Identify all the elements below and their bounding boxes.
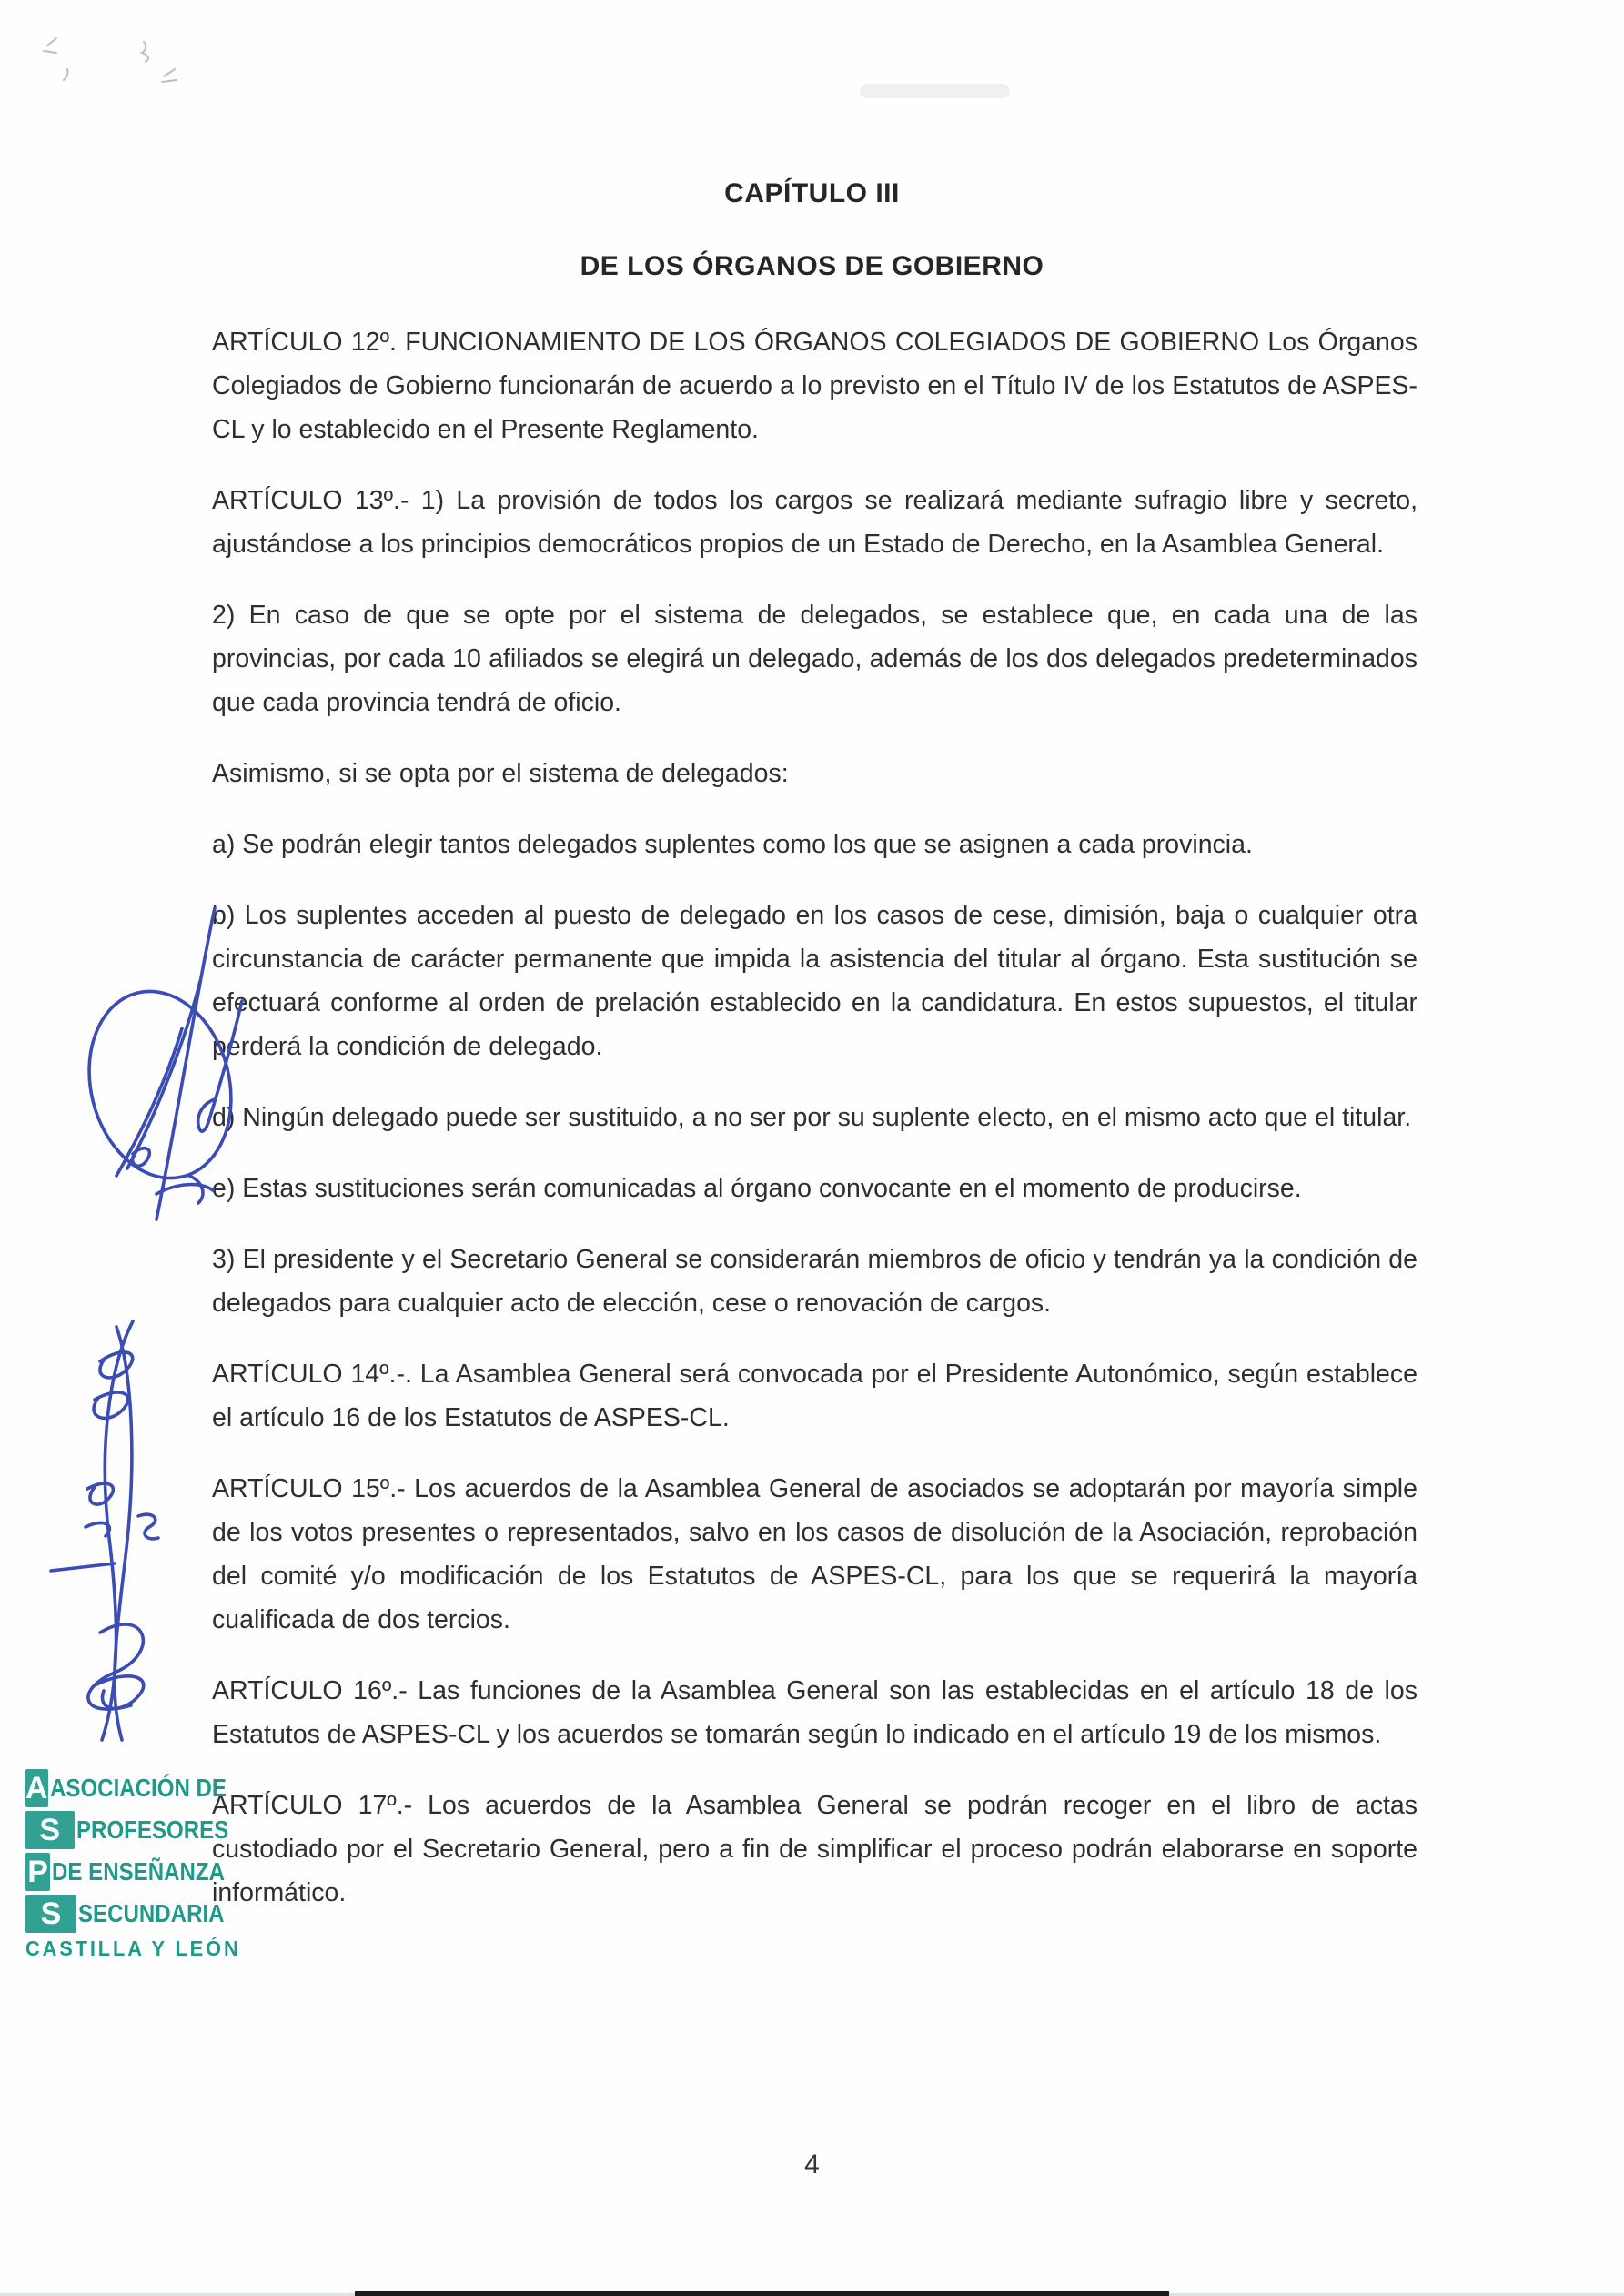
document-paragraph: Asimismo, si se opta por el sistema de delegados:: [212, 759, 789, 788]
document-paragraph: ARTÍCULO 15º.- Los acuerdos de la Asamblea General de asociados se adoptarán por mayoría simple de los votos presentes o representados, salvo en los casos de disolución de la Asociación, reprobación del comité y/o modificación de los Estatutos de ASPES-CL, para los que se requerirá la mayoría cualificada de dos tercios.: [212, 1474, 1417, 1634]
stamp-org-line-3: DE ENSEÑANZA: [52, 1857, 226, 1886]
stamp-org-line-1: ASOCIACIÓN DE: [49, 1774, 227, 1802]
scan-smudge: [860, 84, 1010, 98]
stamp-org-line-4: SECUNDARIA: [78, 1899, 225, 1927]
handwritten-signature-bottom: [44, 1309, 189, 1745]
stamp-logo-block-1: A: [25, 1769, 48, 1807]
document-paragraph: e) Estas sustituciones serán comunicadas al órgano convocante en el momento de producirse.: [212, 1174, 1302, 1203]
page-number: 4: [804, 2149, 820, 2180]
document-paragraph: ARTÍCULO 17º.- Los acuerdos de la Asamblea General se podrán recoger en el libro de actas custodiado por el Secretario General, pero a fin de simplificar el proceso podrán elaborarse en soporte informático.: [212, 1791, 1417, 1907]
document-paragraph: ARTÍCULO 13º.- 1) La provisión de todos los cargos se realizará mediante sufragio libre y secreto, ajustándose a los principios democráticos propios de un Estado de Derecho, en la Asamblea General.: [212, 486, 1417, 559]
document-paragraph: 2) En caso de que se opte por el sistema de delegados, se establece que, en cada una de las provincias, por cada 10 afiliados se elegirá un delegado, además de los dos delegados predeterminados que cada provincia tendrá de oficio.: [212, 601, 1417, 717]
stamp-region-line: CASTILLA Y LEÓN: [25, 1937, 241, 1960]
document-paragraph: a) Se podrán elegir tantos delegados suplentes como los que se asignen a cada provincia.: [212, 830, 1253, 859]
document-paragraph: ARTÍCULO 14º.-. La Asamblea General será convocada por el Presidente Autonómico, según establece el artículo 16 de los Estatutos de ASPES-CL.: [212, 1360, 1417, 1432]
scan-edge-dark: [355, 2291, 1169, 2296]
chapter-subtitle: DE LOS ÓRGANOS DE GOBIERNO: [580, 251, 1044, 281]
stamp-org-line-2: PROFESORES: [76, 1816, 228, 1844]
document-paragraph: ARTÍCULO 16º.- Las funciones de la Asamblea General son las establecidas en el artículo 18 de los Estatutos de ASPES-CL y los acuerdos se tomarán según lo indicado en el artículo 19 de los mismos.: [212, 1676, 1417, 1749]
document-body: [212, 320, 1417, 1942]
association-stamp: [25, 1767, 253, 1961]
document-paragraph: 3) El presidente y el Secretario General se considerarán miembros de oficio y tendrán ya la condición de delegados para cualquier acto de elección, cese o renovación de cargos.: [212, 1245, 1417, 1318]
pencil-marks-icon: [27, 7, 227, 107]
document-paragraph: d) Ningún delegado puede ser sustituido, a no ser por su suplente electo, en el mismo acto que el titular.: [212, 1103, 1412, 1132]
handwritten-signature-top: [80, 903, 253, 1226]
stamp-logo-block-3: P: [25, 1853, 50, 1891]
stamp-logo-block-2: S: [25, 1811, 75, 1849]
chapter-title: CAPÍTULO III: [724, 178, 900, 208]
document-paragraph: ARTÍCULO 12º. FUNCIONAMIENTO DE LOS ÓRGANOS COLEGIADOS DE GOBIERNO Los Órganos Colegiados de Gobierno funcionarán de acuerdo a lo previsto en el Título IV de los Estatutos de ASPES-CL y lo establecido en el Presente Reglamento.: [212, 328, 1417, 444]
document-paragraph: b) Los suplentes acceden al puesto de delegado en los casos de cese, dimisión, baja o cualquier otra circunstancia de carácter permanente que impida la asistencia del titular al órgano. Esta sustitución se efectuará conforme al orden de prelación establecido en la candidatura. En estos supuestos, el titular perderá la condición de delegado.: [212, 901, 1417, 1061]
stamp-logo-block-4: S: [25, 1895, 76, 1933]
